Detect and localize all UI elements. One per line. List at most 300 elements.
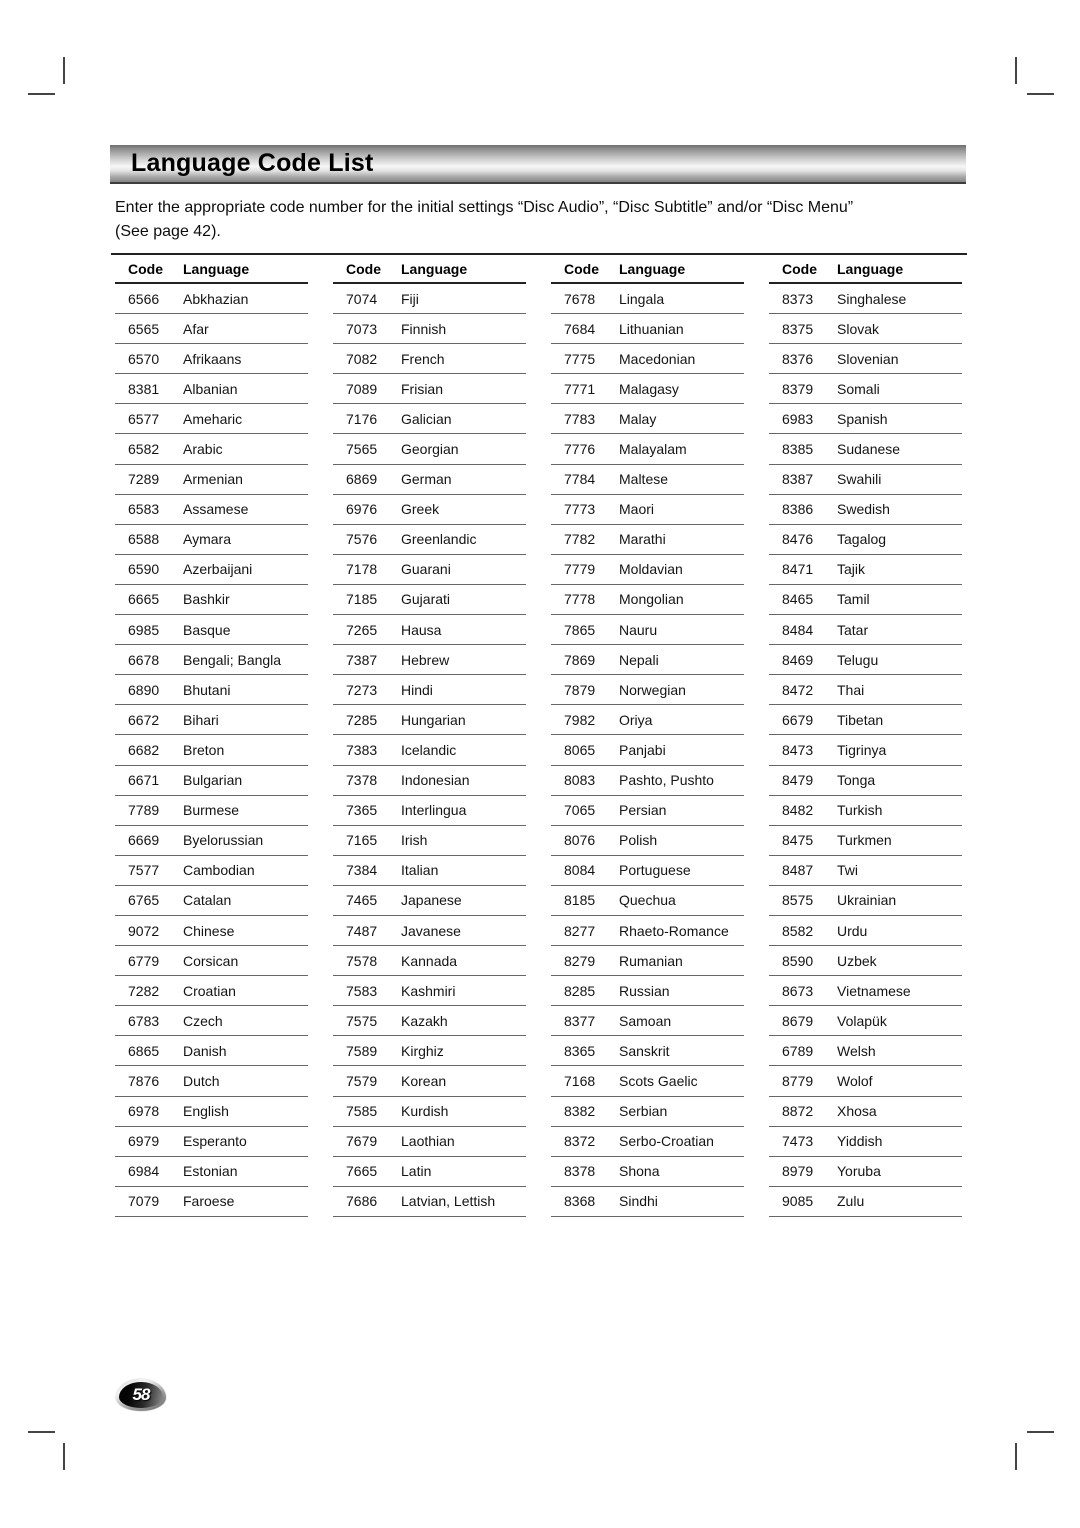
table-row	[551, 1127, 744, 1157]
code-cell: 7773	[564, 501, 596, 518]
table-row	[115, 1066, 308, 1096]
language-cell: Persian	[619, 802, 667, 819]
language-cell: Assamese	[183, 501, 249, 518]
code-cell: 8385	[782, 441, 814, 458]
language-header: Language	[401, 260, 468, 277]
table-row	[551, 705, 744, 735]
code-cell: 7383	[346, 741, 378, 758]
language-cell: Quechua	[619, 892, 676, 909]
table-row	[769, 525, 962, 555]
language-cell: Yoruba	[837, 1163, 881, 1180]
code-cell: 6665	[128, 591, 160, 608]
code-cell: 8482	[782, 802, 814, 819]
language-cell: Slovenian	[837, 350, 899, 367]
language-cell: Kashmiri	[401, 982, 456, 999]
language-cell: Indonesian	[401, 772, 470, 789]
code-cell: 7265	[346, 621, 378, 638]
code-cell: 8465	[782, 591, 814, 608]
table-row	[333, 645, 526, 675]
code-cell: 8381	[128, 380, 160, 397]
table-row	[769, 1127, 962, 1157]
table-row	[115, 796, 308, 826]
code-cell: 8378	[564, 1163, 596, 1180]
language-cell: Telugu	[837, 651, 879, 668]
code-cell: 7465	[346, 892, 378, 909]
table-row	[769, 404, 962, 434]
language-cell: Kannada	[401, 952, 458, 969]
crop-mark	[1027, 93, 1054, 95]
code-cell: 7678	[564, 290, 596, 307]
language-cell: Ukrainian	[837, 892, 897, 909]
language-cell: Byelorussian	[183, 832, 264, 849]
table-row	[551, 916, 744, 946]
table-row	[333, 1157, 526, 1187]
table-row	[115, 465, 308, 495]
table-row	[115, 615, 308, 645]
table-row	[551, 976, 744, 1006]
code-header: Code	[128, 260, 163, 277]
crop-mark	[63, 1443, 65, 1470]
table-row	[333, 314, 526, 344]
table-row	[115, 856, 308, 886]
code-cell: 8379	[782, 380, 814, 397]
table-row	[333, 1006, 526, 1036]
code-cell: 9085	[782, 1193, 814, 1210]
language-cell: Malagasy	[619, 380, 679, 397]
crop-mark	[28, 1431, 55, 1433]
code-cell: 8076	[564, 832, 596, 849]
table-row	[769, 434, 962, 464]
code-cell: 6985	[128, 621, 160, 638]
table-row	[769, 735, 962, 765]
code-cell: 8185	[564, 892, 596, 909]
table-row	[333, 1127, 526, 1157]
table-row	[551, 826, 744, 856]
table-row	[333, 1187, 526, 1217]
table-row	[115, 314, 308, 344]
code-cell: 8590	[782, 952, 814, 969]
language-cell: Marathi	[619, 531, 666, 548]
code-cell: 8472	[782, 681, 814, 698]
language-cell: Lingala	[619, 290, 665, 307]
page-number-badge-face	[119, 1382, 163, 1408]
table-row	[551, 495, 744, 525]
language-cell: Galician	[401, 410, 452, 427]
language-cell: Gujarati	[401, 591, 451, 608]
table-row	[769, 976, 962, 1006]
code-cell: 7776	[564, 441, 596, 458]
crop-mark	[1015, 1443, 1017, 1470]
language-cell: Urdu	[837, 922, 868, 939]
table-row	[769, 856, 962, 886]
table-row	[551, 766, 744, 796]
code-cell: 8084	[564, 862, 596, 879]
code-header: Code	[346, 260, 381, 277]
table-rows	[769, 284, 962, 1217]
code-cell: 6978	[128, 1103, 160, 1120]
code-cell: 7665	[346, 1163, 378, 1180]
language-cell: Zulu	[837, 1193, 865, 1210]
code-cell: 8065	[564, 741, 596, 758]
table-row	[769, 615, 962, 645]
table-row	[769, 886, 962, 916]
code-cell: 7282	[128, 982, 160, 999]
language-cell: Faroese	[183, 1193, 235, 1210]
table-row	[115, 976, 308, 1006]
language-cell: Tagalog	[837, 531, 887, 548]
language-cell: Swedish	[837, 501, 890, 518]
language-cell: Finnish	[401, 320, 447, 337]
language-cell: Cambodian	[183, 862, 255, 879]
table-row	[769, 344, 962, 374]
page-number-badge	[116, 1379, 166, 1411]
code-cell: 7073	[346, 320, 378, 337]
table-row	[115, 886, 308, 916]
language-cell: Corsican	[183, 952, 239, 969]
code-cell: 7684	[564, 320, 596, 337]
code-cell: 7876	[128, 1072, 160, 1089]
table-row	[115, 404, 308, 434]
language-cell: Tatar	[837, 621, 869, 638]
table-row	[551, 1187, 744, 1217]
table-row	[333, 886, 526, 916]
language-cell: Kirghiz	[401, 1042, 444, 1059]
table-row	[769, 1006, 962, 1036]
table-column-group-1	[115, 255, 308, 1217]
table-row	[551, 886, 744, 916]
code-cell: 6779	[128, 952, 160, 969]
language-cell: Vietnamese	[837, 982, 911, 999]
table-row	[769, 946, 962, 976]
table-header-row	[551, 255, 744, 284]
code-cell: 8679	[782, 1012, 814, 1029]
table-row	[333, 946, 526, 976]
table-row	[551, 465, 744, 495]
code-cell: 8386	[782, 501, 814, 518]
language-cell: Basque	[183, 621, 231, 638]
code-cell: 7771	[564, 380, 596, 397]
language-cell: Tigrinya	[837, 741, 887, 758]
table-row	[333, 705, 526, 735]
table-row	[115, 645, 308, 675]
language-cell: Bengali; Bangla	[183, 651, 282, 668]
code-cell: 8382	[564, 1103, 596, 1120]
language-cell: Oriya	[619, 711, 653, 728]
language-cell: Icelandic	[401, 741, 457, 758]
table-header-row	[333, 255, 526, 284]
language-cell: Bashkir	[183, 591, 230, 608]
language-cell: Maltese	[619, 471, 669, 488]
table-row	[769, 675, 962, 705]
table-row	[769, 916, 962, 946]
language-cell: Interlingua	[401, 802, 467, 819]
table-row	[551, 1066, 744, 1096]
code-cell: 7289	[128, 471, 160, 488]
table-row	[551, 1097, 744, 1127]
code-cell: 6979	[128, 1133, 160, 1150]
code-cell: 7079	[128, 1193, 160, 1210]
language-cell: Hindi	[401, 681, 433, 698]
table-row	[115, 735, 308, 765]
code-cell: 7869	[564, 651, 596, 668]
language-cell: Kurdish	[401, 1103, 449, 1120]
table-row	[551, 675, 744, 705]
code-cell: 8479	[782, 772, 814, 789]
table-row	[551, 344, 744, 374]
table-row	[333, 1097, 526, 1127]
code-cell: 8368	[564, 1193, 596, 1210]
code-cell: 7782	[564, 531, 596, 548]
code-cell: 7579	[346, 1072, 378, 1089]
language-header: Language	[619, 260, 686, 277]
code-cell: 7879	[564, 681, 596, 698]
code-cell: 8979	[782, 1163, 814, 1180]
table-row	[333, 826, 526, 856]
code-header: Code	[564, 260, 599, 277]
table-row	[115, 344, 308, 374]
code-cell: 6590	[128, 561, 160, 578]
language-cell: Bhutani	[183, 681, 231, 698]
table-row	[769, 555, 962, 585]
language-cell: Rhaeto-Romance	[619, 922, 729, 939]
table-row	[333, 495, 526, 525]
table-row	[115, 525, 308, 555]
language-cell: Dutch	[183, 1072, 220, 1089]
table-row	[769, 1036, 962, 1066]
code-cell: 8387	[782, 471, 814, 488]
code-cell: 6588	[128, 531, 160, 548]
table-row	[551, 1036, 744, 1066]
table-row	[115, 916, 308, 946]
table-row	[551, 284, 744, 314]
table-row	[769, 314, 962, 344]
table-row	[333, 585, 526, 615]
language-cell: Sudanese	[837, 441, 901, 458]
language-cell: Singhalese	[837, 290, 907, 307]
code-cell: 7779	[564, 561, 596, 578]
language-cell: Burmese	[183, 802, 240, 819]
language-cell: German	[401, 471, 452, 488]
language-cell: Yiddish	[837, 1133, 883, 1150]
code-cell: 8083	[564, 772, 596, 789]
section-title-bar	[110, 145, 966, 184]
code-cell: 8487	[782, 862, 814, 879]
table-row	[769, 1066, 962, 1096]
language-cell: Shona	[619, 1163, 660, 1180]
language-cell: Turkish	[837, 802, 883, 819]
crop-mark	[28, 93, 55, 95]
code-cell: 8582	[782, 922, 814, 939]
intro-text	[115, 196, 935, 244]
code-cell: 7865	[564, 621, 596, 638]
table-row	[115, 1157, 308, 1187]
code-cell: 7074	[346, 290, 378, 307]
code-cell: 7778	[564, 591, 596, 608]
table-row	[551, 1157, 744, 1187]
code-cell: 6678	[128, 651, 160, 668]
table-column-group-3	[551, 255, 744, 1217]
language-cell: French	[401, 350, 445, 367]
language-cell: Arabic	[183, 441, 223, 458]
code-cell: 7168	[564, 1072, 596, 1089]
table-row	[551, 1006, 744, 1036]
language-cell: Wolof	[837, 1072, 873, 1089]
table-column-group-2	[333, 255, 526, 1217]
table-row	[769, 585, 962, 615]
language-cell: Sanskrit	[619, 1042, 670, 1059]
code-cell: 7165	[346, 832, 378, 849]
table-row	[115, 826, 308, 856]
language-cell: Serbian	[619, 1103, 668, 1120]
language-cell: Georgian	[401, 441, 459, 458]
table-row	[115, 675, 308, 705]
language-cell: Nepali	[619, 651, 659, 668]
code-cell: 6976	[346, 501, 378, 518]
language-cell: Hungarian	[401, 711, 466, 728]
code-cell: 8377	[564, 1012, 596, 1029]
language-cell: Mongolian	[619, 591, 684, 608]
language-cell: Somali	[837, 380, 880, 397]
code-cell: 6570	[128, 350, 160, 367]
code-cell: 8376	[782, 350, 814, 367]
table-rows	[551, 284, 744, 1217]
code-cell: 6682	[128, 741, 160, 758]
code-cell: 7577	[128, 862, 160, 879]
table-row	[769, 705, 962, 735]
code-cell: 8471	[782, 561, 814, 578]
table-row	[551, 314, 744, 344]
table-row	[115, 495, 308, 525]
table-row	[333, 856, 526, 886]
crop-mark	[63, 57, 65, 84]
code-cell: 6582	[128, 441, 160, 458]
language-cell: Rumanian	[619, 952, 683, 969]
code-cell: 6583	[128, 501, 160, 518]
table-row	[551, 525, 744, 555]
language-cell: Frisian	[401, 380, 444, 397]
table-row	[333, 344, 526, 374]
table-row	[769, 495, 962, 525]
language-cell: Lithuanian	[619, 320, 684, 337]
code-cell: 8673	[782, 982, 814, 999]
code-cell: 6671	[128, 772, 160, 789]
language-cell: Estonian	[183, 1163, 238, 1180]
language-cell: Tibetan	[837, 711, 884, 728]
code-cell: 7273	[346, 681, 378, 698]
table-row	[333, 284, 526, 314]
code-cell: 8484	[782, 621, 814, 638]
code-cell: 7384	[346, 862, 378, 879]
table-row	[551, 585, 744, 615]
table-row	[333, 465, 526, 495]
table-row	[115, 1097, 308, 1127]
language-cell: Sindhi	[619, 1193, 658, 1210]
language-cell: Afar	[183, 320, 209, 337]
code-cell: 6984	[128, 1163, 160, 1180]
language-cell: Bulgarian	[183, 772, 243, 789]
code-cell: 7565	[346, 441, 378, 458]
table-row	[333, 434, 526, 464]
table-row	[769, 1157, 962, 1187]
language-cell: Bihari	[183, 711, 219, 728]
code-cell: 7387	[346, 651, 378, 668]
code-cell: 6577	[128, 410, 160, 427]
language-cell: Chinese	[183, 922, 235, 939]
code-cell: 7473	[782, 1133, 814, 1150]
code-cell: 7679	[346, 1133, 378, 1150]
table-row	[115, 585, 308, 615]
language-cell: Azerbaijani	[183, 561, 253, 578]
language-cell: Volapük	[837, 1012, 887, 1029]
language-cell: Javanese	[401, 922, 461, 939]
language-cell: Twi	[837, 862, 858, 879]
code-cell: 6672	[128, 711, 160, 728]
code-cell: 7686	[346, 1193, 378, 1210]
code-cell: 8872	[782, 1103, 814, 1120]
code-cell: 7589	[346, 1042, 378, 1059]
code-cell: 8779	[782, 1072, 814, 1089]
code-cell: 7583	[346, 982, 378, 999]
table-row	[333, 525, 526, 555]
code-cell: 6765	[128, 892, 160, 909]
code-cell: 7585	[346, 1103, 378, 1120]
language-cell: Aymara	[183, 531, 231, 548]
table-row	[769, 1187, 962, 1217]
table-column-group-4	[769, 255, 962, 1217]
language-cell: Panjabi	[619, 741, 666, 758]
table-row	[115, 1036, 308, 1066]
intro-line-1: Enter the appropriate code number for the initial settings “Disc Audio”, “Disc Subtitle” and/or “Disc Menu”	[115, 199, 854, 216]
code-cell: 6789	[782, 1042, 814, 1059]
table-row	[115, 1127, 308, 1157]
table-row	[551, 434, 744, 464]
language-cell: Breton	[183, 741, 225, 758]
table-row	[115, 1187, 308, 1217]
language-cell: Spanish	[837, 410, 888, 427]
code-cell: 7575	[346, 1012, 378, 1029]
table-header-row	[115, 255, 308, 284]
language-cell: Esperanto	[183, 1133, 247, 1150]
table-row	[551, 946, 744, 976]
language-cell: Italian	[401, 862, 439, 879]
language-cell: Czech	[183, 1012, 223, 1029]
code-cell: 8473	[782, 741, 814, 758]
language-cell: Guarani	[401, 561, 451, 578]
code-cell: 7784	[564, 471, 596, 488]
code-cell: 6669	[128, 832, 160, 849]
language-cell: Malay	[619, 410, 657, 427]
language-cell: Catalan	[183, 892, 232, 909]
code-cell: 7982	[564, 711, 596, 728]
code-cell: 7576	[346, 531, 378, 548]
code-cell: 8469	[782, 651, 814, 668]
code-cell: 7065	[564, 802, 596, 819]
table-row	[115, 374, 308, 404]
code-cell: 7775	[564, 350, 596, 367]
code-cell: 6565	[128, 320, 160, 337]
language-cell: Moldavian	[619, 561, 683, 578]
language-cell: Tonga	[837, 772, 876, 789]
code-cell: 6679	[782, 711, 814, 728]
code-cell: 6869	[346, 471, 378, 488]
language-cell: Slovak	[837, 320, 880, 337]
language-cell: Abkhazian	[183, 290, 249, 307]
code-cell: 8375	[782, 320, 814, 337]
table-row	[551, 796, 744, 826]
code-cell: 6865	[128, 1042, 160, 1059]
table-row	[333, 1066, 526, 1096]
code-cell: 7185	[346, 591, 378, 608]
